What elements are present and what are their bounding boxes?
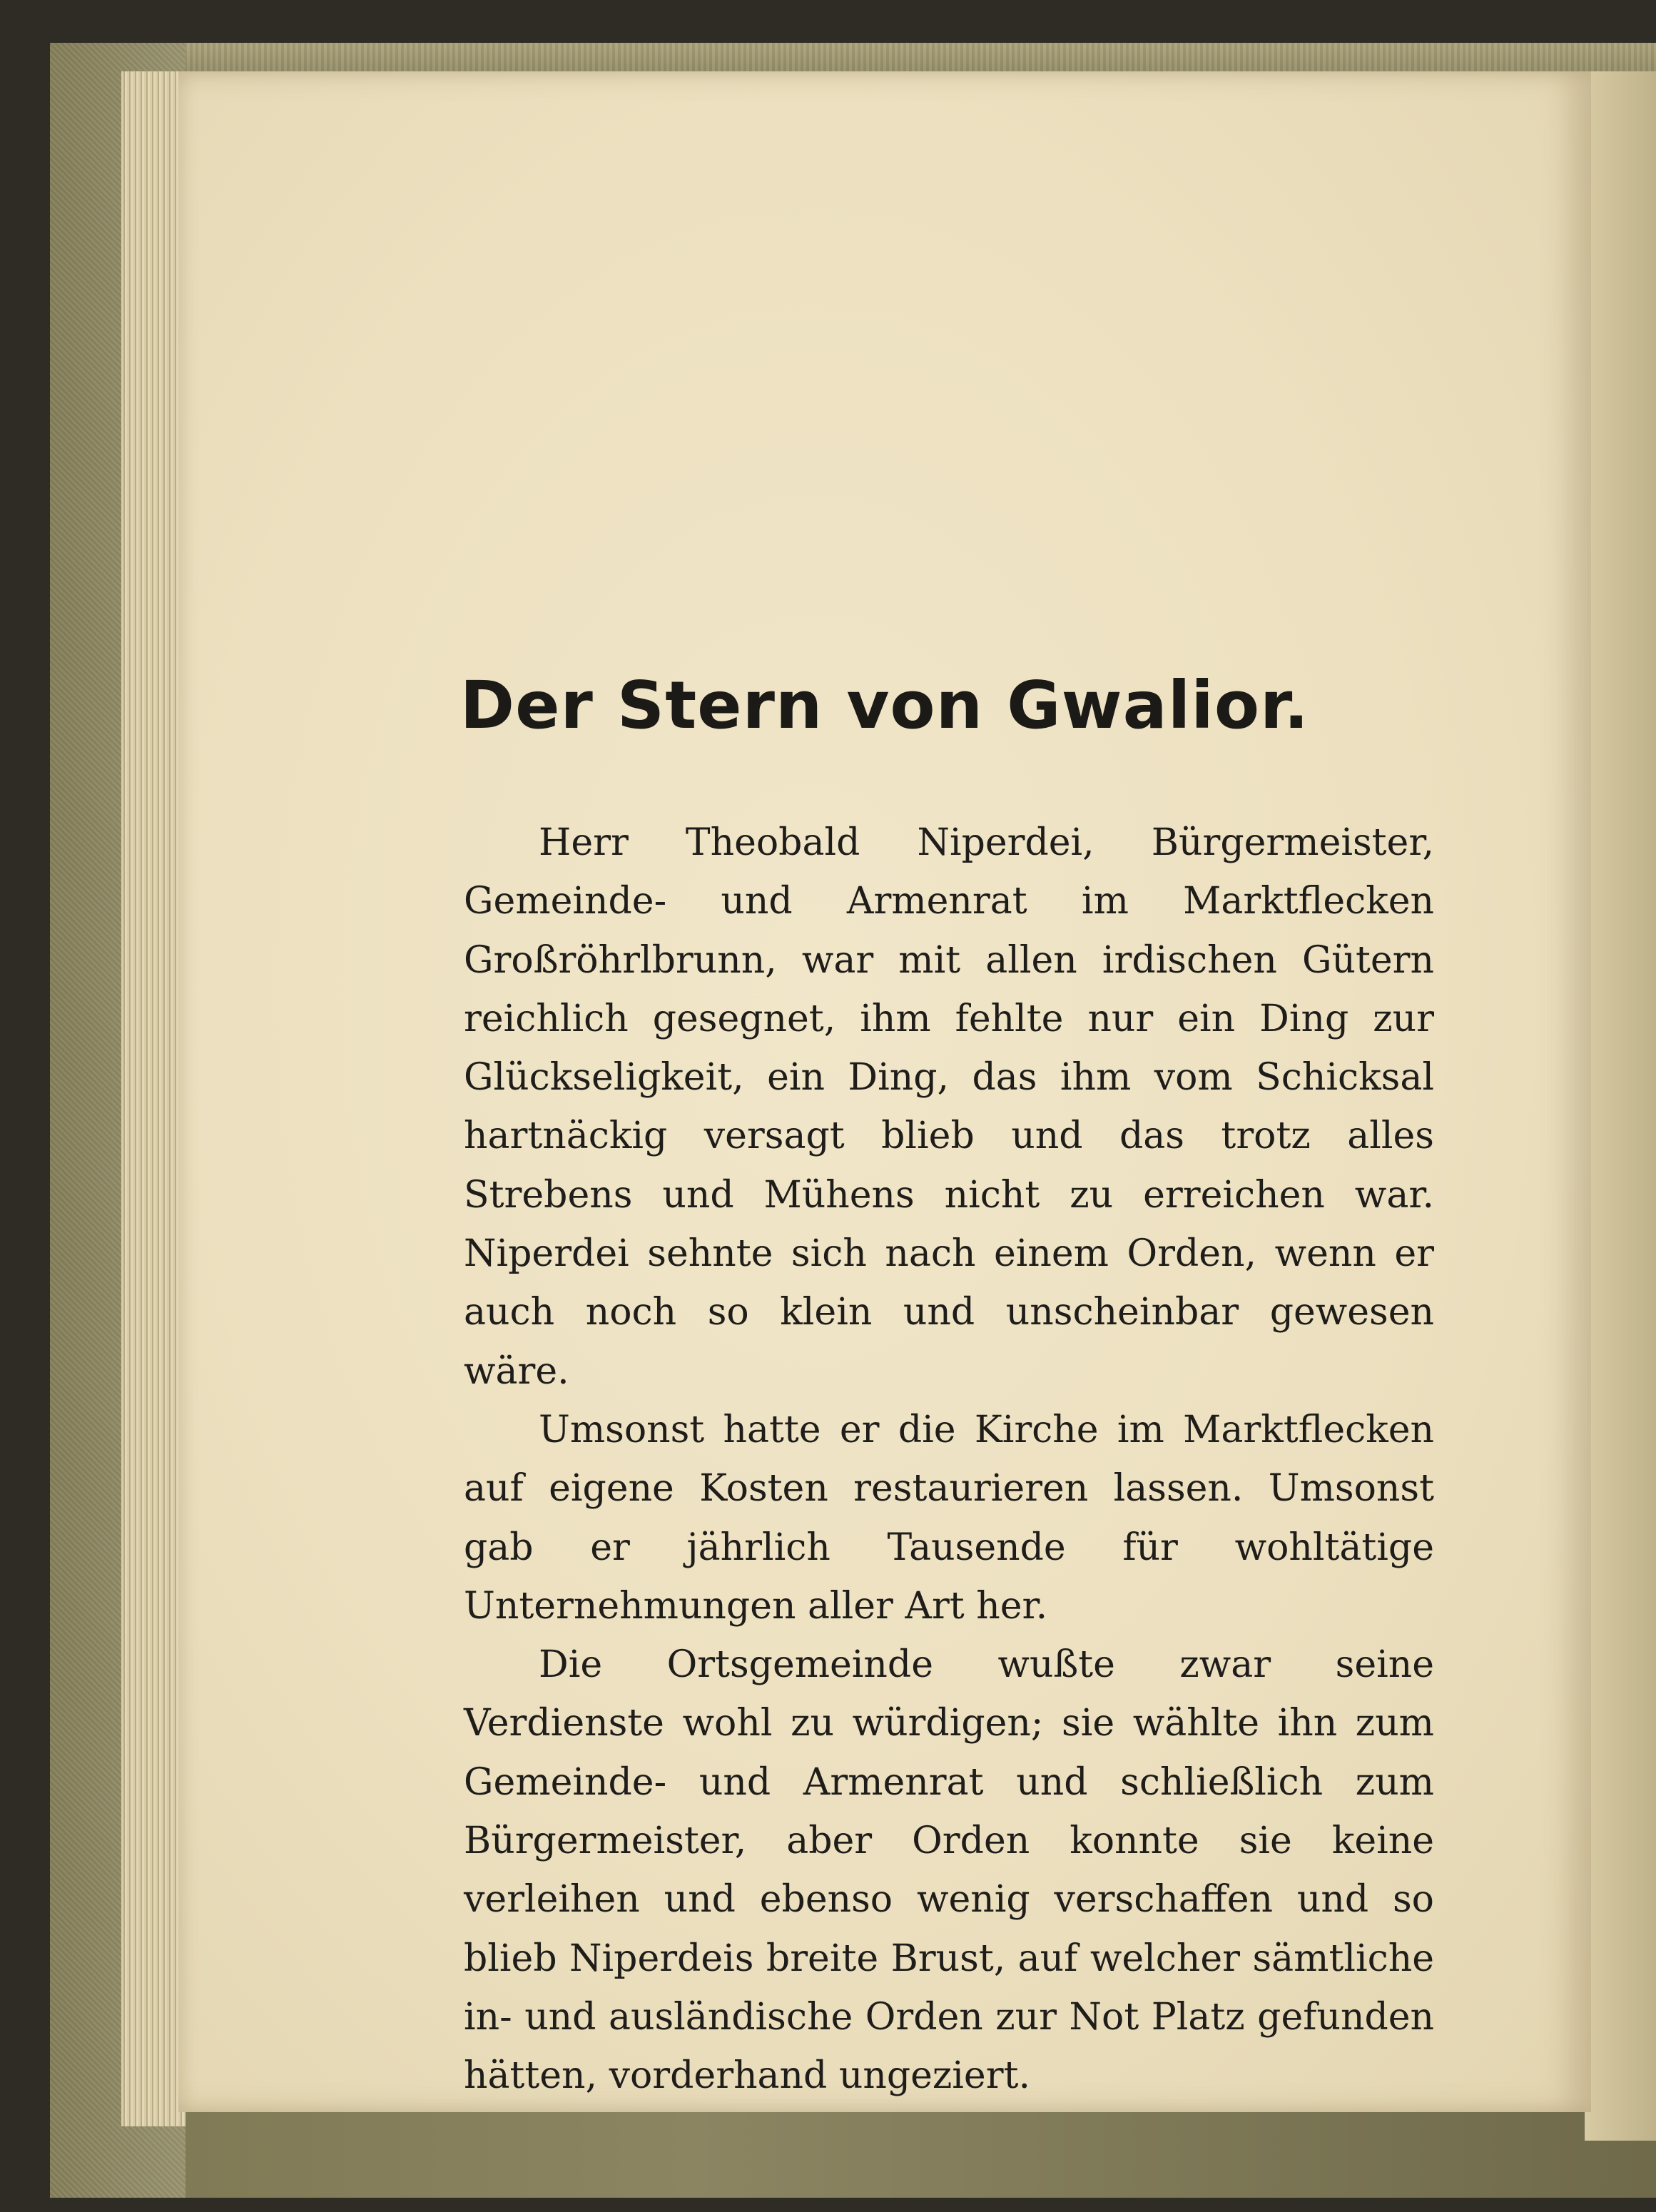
body-text <box>464 813 1434 2106</box>
chapter-title: Der Stern von Gwalior. <box>459 667 1310 744</box>
paragraph-1: Herr Theobald Niperdei, Bürgermeister, Gemeinde- und Armenrat im Marktflecken Großröhrlbrunn, war mit allen irdischen Gütern reichlich gesegnet, ihm fehlte nur ein Ding zur Glückseligkeit, ein Ding, das ihm vom Schicksal hartnäckig versagt blieb und das trotz alles Strebens und Mühens nicht zu erreichen war. Niperdei sehnte sich nach einem Orden, wenn er auch noch so klein und unscheinbar gewesen wäre. <box>464 821 1434 1393</box>
paragraph-3: Die Ortsgemeinde wußte zwar seine Verdienste wohl zu würdigen; sie wählte ihn zum Gemeinde- und Armenrat und schließlich zum Bürgermeister, aber Orden konnte sie keine verleihen und ebenso wenig verschaffen und so blieb Niperdeis breite Brust, auf welcher sämtliche in- und ausländische Orden zur Not Platz gefunden hätten, vorderhand ungeziert. <box>464 1643 1434 2098</box>
facing-page-edge <box>1585 71 1656 2141</box>
paragraph-2: Umsonst hatte er die Kirche im Marktflecken auf eigene Kosten restaurieren lassen. Umsonst gab er jährlich Tausende für wohltätige Unternehmungen aller Art her. <box>464 1408 1434 1628</box>
page-edges <box>121 71 186 2126</box>
